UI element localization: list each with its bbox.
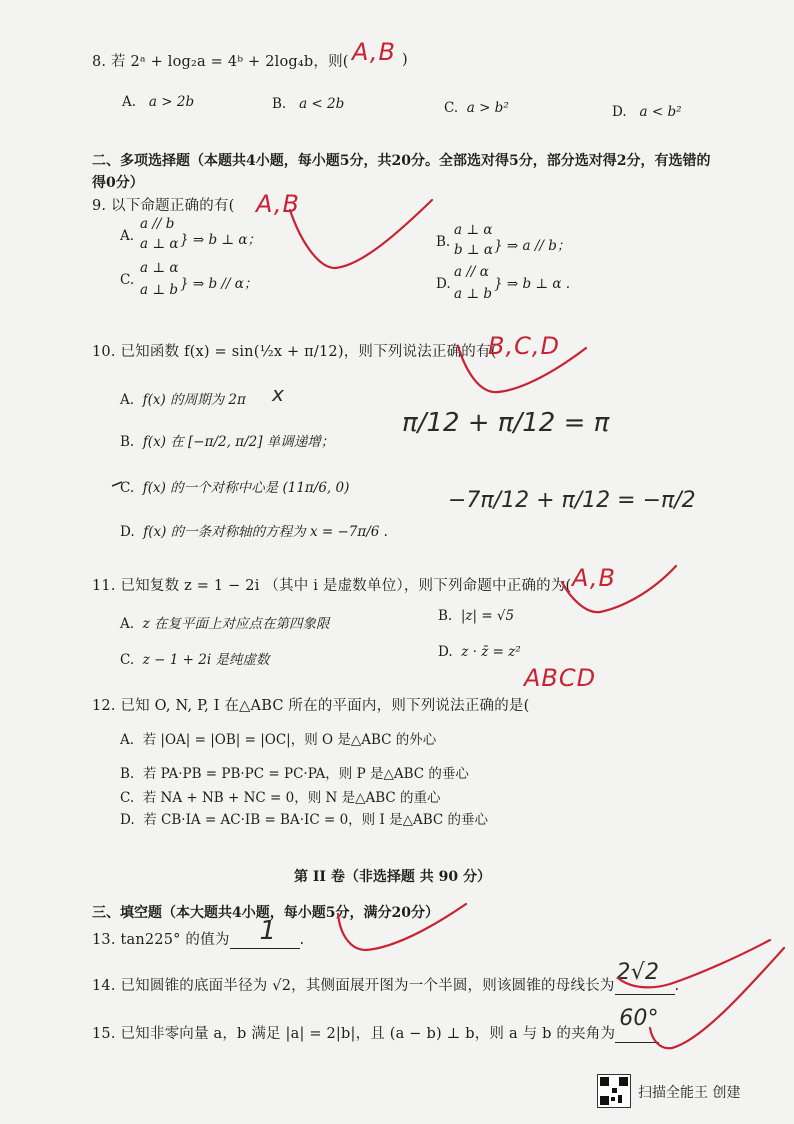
option-label: D. [438, 644, 453, 660]
option-result: } ⇒ b // α； [180, 276, 258, 292]
q15-stem [92, 1006, 659, 1043]
answer-blank [230, 916, 300, 949]
q8-option-b [272, 96, 344, 112]
q8-option-d [612, 104, 682, 120]
option-label: A. [120, 228, 135, 244]
option-line2: a ⊥ b [140, 282, 178, 298]
q12-option-b [120, 762, 469, 782]
option-result: } ⇒ a // b； [494, 238, 571, 254]
option-label: D. [120, 812, 135, 828]
q8-option-c [444, 100, 509, 116]
q10-handwritten-answer: B,C,D [488, 332, 560, 360]
option-label: B. [272, 96, 287, 112]
q15-check-mark [650, 948, 784, 1048]
q12-handwritten-answer: ABCD [524, 664, 597, 692]
option-label: D. [436, 276, 451, 292]
q10-option-a [120, 388, 246, 408]
q11-option-d [438, 644, 521, 660]
option-line2: a ⊥ α [140, 236, 179, 252]
q13-stem [92, 916, 305, 949]
q11-option-c [120, 648, 269, 668]
part2-heading: 第 II 卷（非选择题 共 90 分） [294, 869, 491, 885]
q8-handwritten-answer: A,B [352, 38, 396, 66]
option-label: C. [120, 272, 135, 288]
qr-code-icon [597, 1074, 631, 1108]
q10-work-mark-a: x [272, 382, 284, 406]
option-text: z − 1 + 2i 是纯虚数 [142, 652, 270, 668]
option-line1: a ⊥ α [140, 260, 179, 276]
q9-stem: 9. 以下命题正确的有( [92, 198, 235, 214]
option-result: } ⇒ b ⊥ α . [494, 276, 571, 292]
q13-handwritten-answer: 1 [259, 916, 277, 946]
option-expr: a > 2b [148, 94, 195, 110]
option-text: f(x) 在 [−π/2, π/2] 单调递增； [142, 434, 335, 450]
option-label: B. [436, 234, 451, 250]
q10-stem: 10. 已知函数 f(x) = sin(½x + π/12)，则下列说法正确的有( [92, 344, 497, 360]
q12-option-c [120, 786, 441, 806]
option-text: f(x) 的一个对称中心是 (11π/6, 0) [142, 480, 350, 496]
option-label: A. [120, 616, 135, 632]
option-label: A. [120, 392, 135, 408]
q10-option-c [120, 476, 349, 496]
section2-heading: 二、多项选择题（本题共4小题，每小题5分，共20分。全部选对得5分，部分选对得2分，有选错的得0分） [92, 153, 711, 191]
option-label: A. [122, 94, 137, 110]
scanner-footer: 扫描全能王 创建 [638, 1085, 741, 1101]
q12-option-a [120, 728, 436, 748]
option-label: C. [120, 790, 135, 806]
q9-check-mark [290, 200, 432, 268]
q14-handwritten-answer: 2√2 [616, 960, 660, 985]
q12-option-d [120, 808, 488, 828]
option-expr: a > b² [466, 100, 509, 116]
q15-handwritten-answer: 60° [619, 1006, 659, 1031]
option-label: C. [120, 480, 135, 496]
option-text: f(x) 的周期为 2π [142, 392, 246, 408]
option-line1: a // α [454, 264, 489, 280]
q8-close-paren: ) [402, 52, 408, 68]
q11-handwritten-answer: A,B [572, 564, 616, 592]
option-label: A. [120, 732, 135, 748]
option-expr: a < b² [639, 104, 682, 120]
q11-option-b [438, 608, 514, 624]
q8-stem: 8. 若 2ᵃ + log₂a = 4ᵇ + 2log₄b，则( [92, 54, 349, 70]
option-label: C. [120, 652, 135, 668]
option-text: 若 CB·IA = AC·IB = BA·IC = 0，则 I 是△ABC 的垂心 [143, 812, 489, 828]
option-text: |z| = √5 [460, 608, 515, 624]
q10-option-d [120, 520, 388, 540]
option-expr: a < 2b [299, 96, 345, 112]
q14-stem [92, 960, 680, 995]
q10-option-b [120, 430, 334, 450]
option-label: D. [120, 524, 135, 540]
option-text: 若 PA·PB = PB·PC = PC·PA，则 P 是△ABC 的垂心 [142, 766, 469, 782]
q8-option-a [122, 94, 194, 110]
option-text: z 在复平面上对应点在第四象限 [142, 616, 330, 632]
q12-stem: 12. 已知 O, N, P, I 在△ABC 所在的平面内，则下列说法正确的是( [92, 698, 530, 714]
q9-handwritten-answer: A,B [256, 190, 300, 218]
q15-stem-text: 15. 已知非零向量 a，b 满足 |a| = 2|b|，且 (a − b) ⊥ b，则 a 与 b 的夹角为 [92, 1026, 616, 1042]
option-label: C. [444, 100, 459, 116]
option-label: D. [612, 104, 627, 120]
q10-work-line-1: π/12 + π/12 = π [402, 408, 610, 438]
answer-blank [615, 960, 675, 995]
q11-stem: 11. 已知复数 z = 1 − 2i （其中 i 是虚数单位），则下列命题中正确的为( [92, 578, 572, 594]
section3-heading: 三、填空题（本大题共4小题，每小题5分，满分20分） [92, 905, 439, 921]
option-line1: a // b [140, 216, 175, 232]
option-result: } ⇒ b ⊥ α； [180, 232, 262, 248]
option-text: 若 |OA| = |OB| = |OC|，则 O 是△ABC 的外心 [142, 732, 437, 748]
option-text: f(x) 的一条对称轴的方程为 x = −7π/6 . [143, 524, 388, 540]
option-label: B. [120, 766, 135, 782]
answer-blank [615, 1006, 659, 1043]
q14-end: . [674, 978, 680, 994]
option-line1: a ⊥ α [454, 222, 493, 238]
q11-option-a [120, 612, 330, 632]
q13-end: . [299, 932, 305, 948]
option-text: 若 NA + NB + NC = 0，则 N 是△ABC 的重心 [142, 790, 441, 806]
option-line2: a ⊥ b [454, 286, 492, 302]
option-text: z · z̄ = z² [461, 644, 521, 660]
q10-work-line-2: −7π/12 + π/12 = −π/2 [448, 488, 696, 513]
option-label: B. [120, 434, 135, 450]
option-label: B. [438, 608, 453, 624]
q14-stem-text: 14. 已知圆锥的底面半径为 √2，其侧面展开图为一个半圆，则该圆锥的母线长为 [92, 978, 615, 994]
q13-stem-text: 13. tan225° 的值为 [92, 932, 230, 948]
option-line2: b ⊥ α [454, 242, 494, 258]
